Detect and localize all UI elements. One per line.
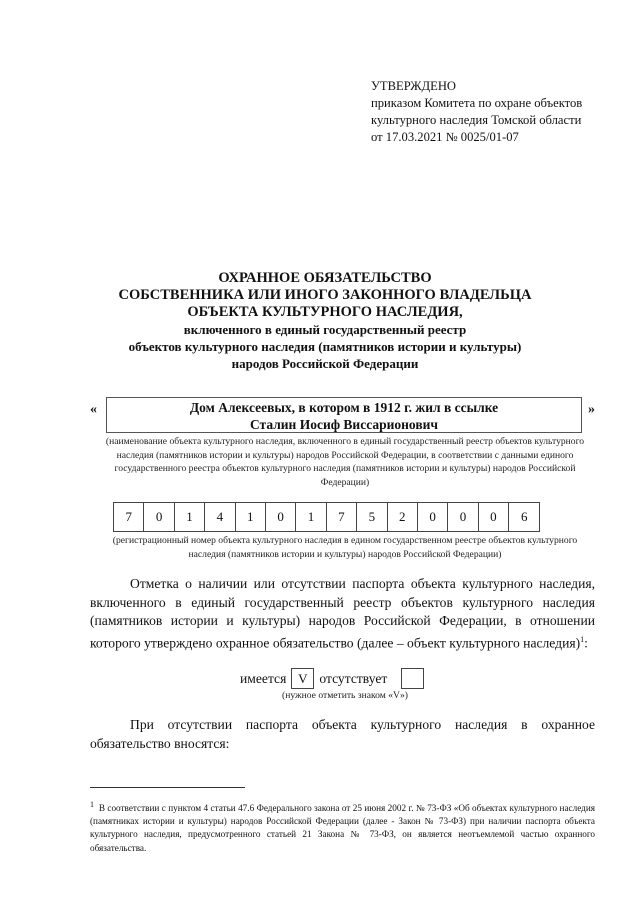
footnote-ref: 1 — [580, 634, 585, 644]
absence-text: При отсутствии паспорта объекта культурного наследия в охранное обязательство вносятся: — [90, 717, 595, 751]
quote-open: « — [90, 402, 97, 417]
registration-number-grid — [113, 502, 540, 532]
reg-digit: 7 — [327, 503, 357, 531]
passport-text: Отметка о наличии или отсутствии паспорта объекта культурного наследия, включенного в единый государственный реестр объектов культурного наследия (памятников истории и культуры) народов Российской Федерации, в отношении которого утверждено охранное обязательство (далее – объект культурного наследия) — [90, 576, 595, 651]
reg-digit: 7 — [114, 503, 144, 531]
title-line-6: народов Российской Федерации — [231, 356, 419, 371]
approved-order-line1: приказом Комитета по охране объектов — [371, 96, 583, 110]
reg-digit: 1 — [296, 503, 326, 531]
reg-digit: 1 — [236, 503, 266, 531]
object-name-line1: Дом Алексеевых, в котором в 1912 г. жил в ссылке — [189, 400, 499, 415]
has-passport-checkbox[interactable]: V — [291, 668, 314, 689]
absent-passport-checkbox[interactable] — [401, 668, 424, 689]
absent-passport-label: отсутствует — [319, 670, 388, 686]
has-passport-label: имеется — [240, 670, 287, 686]
approved-order-date: от 17.03.2021 № 0025/01-07 — [371, 130, 519, 144]
passport-colon: : — [584, 635, 588, 651]
registration-note: (регистрационный номер объекта культурного наследия в едином государственном реестре объектов культурного наследия (памятников истории и культуры) народов Российской Федерации) — [112, 535, 578, 560]
reg-digit: 0 — [479, 503, 509, 531]
footnote — [90, 798, 595, 855]
approved-order-line2: культурного наследия Томской области — [371, 113, 582, 127]
reg-digit: 0 — [266, 503, 296, 531]
approval-stamp — [371, 78, 611, 146]
title-line-4: включенного в единый государственный реестр — [183, 322, 467, 337]
mark-note: (нужное отметить знаком «V») — [282, 690, 408, 701]
title-line-2: СОБСТВЕННИКА ИЛИ ИНОГО ЗАКОННОГО ВЛАДЕЛЬЦА — [118, 287, 532, 303]
object-name-line2: Сталин Иосиф Виссарионович — [249, 417, 439, 432]
reg-digit: 2 — [388, 503, 418, 531]
reg-digit: 0 — [144, 503, 174, 531]
footnote-number: 1 — [90, 800, 94, 809]
passport-paragraph — [90, 575, 595, 653]
title-line-1: ОХРАННОЕ ОБЯЗАТЕЛЬСТВО — [218, 270, 432, 286]
reg-digit: 4 — [205, 503, 235, 531]
approved-label: УТВЕРЖДЕНО — [371, 79, 457, 93]
document-title — [60, 270, 590, 372]
reg-digit: 0 — [448, 503, 478, 531]
object-name-field — [106, 397, 582, 433]
footnote-text: В соответствии с пунктом 4 статьи 47.6 Федерального закона от 25 июня 2002 г. № 73-ФЗ «Об объектах культурного наследия (памятниках истории и культуры) народов Российской Федерации (далее - Закон № 73-ФЗ) при наличии паспорта объекта культурного наследия, предусмотренного статьей 21 Закона № 73-ФЗ, он является неотъемлемой частью охранного обязательства. — [90, 803, 595, 853]
reg-digit: 1 — [175, 503, 205, 531]
quote-close: » — [588, 402, 595, 417]
reg-digit: 0 — [418, 503, 448, 531]
reg-digit: 5 — [357, 503, 387, 531]
absence-paragraph — [90, 716, 595, 753]
reg-digit: 6 — [521, 509, 528, 524]
title-line-5: объектов культурного наследия (памятников истории и культуры) — [128, 339, 522, 354]
footnote-separator — [90, 787, 245, 788]
object-name-note: (наименование объекта культурного наследия, включенного в единый государственный реестр объектов культурного наследия (памятников истории и культуры) народов Российской Федерации, в соответствии с данными единого государственного реестра объектов культурного наследия (памятников истории и культуры) народов Российской Федерации) — [105, 436, 585, 488]
title-line-3: ОБЪЕКТА КУЛЬТУРНОГО НАСЛЕДИЯ, — [187, 304, 463, 320]
passport-mark-row — [240, 668, 429, 689]
